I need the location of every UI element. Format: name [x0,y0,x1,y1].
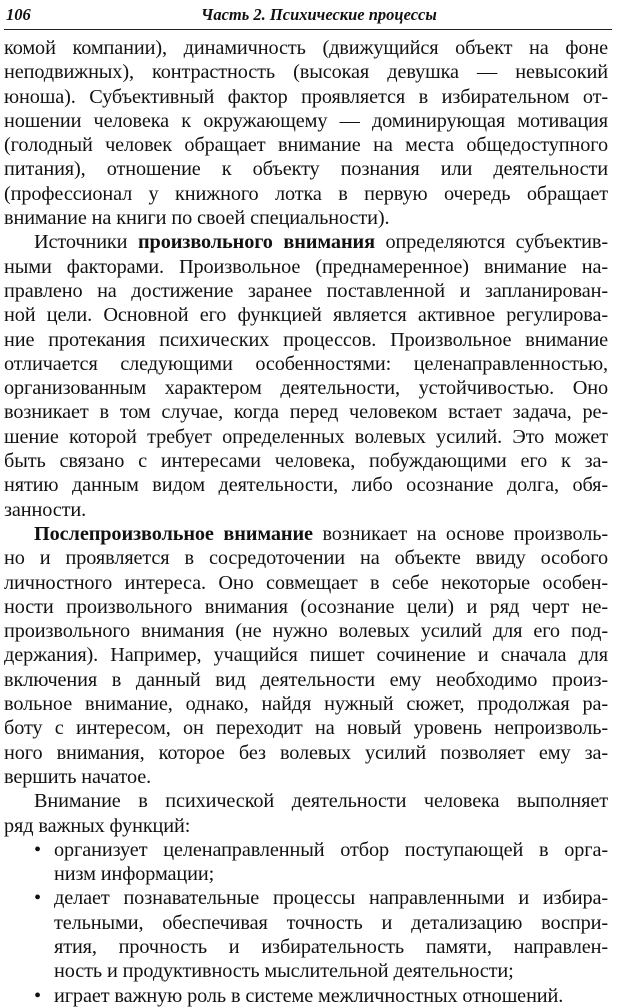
text-line: ными факторами. Произвольное (преднамеренное) внимание на- [4,255,608,278]
list-item-continuation: тельными, обеспечивая точность и детализацию воспри- [54,911,608,934]
list-item [4,886,608,910]
text-line: нятию данным видом деятельности, либо осознание долга, обя- [4,474,608,497]
text-line: (голодный человек обращает внимание на места общедоступного [4,134,608,157]
list-item-continuation: низм информации; [54,863,215,886]
text-line: занности. [4,498,87,521]
paragraph-first-line: Внимание в психической деятельности человека выполняет [34,790,608,813]
header-rule [4,29,612,30]
text-line: юноша). Субъективный фактор проявляется в избирательном от- [4,85,608,108]
bullet-icon: • [34,887,41,910]
text-line: ности произвольного внимания (осознание цели) и ряд черт не- [4,595,608,618]
list-item-text: делает познавательные процессы направленными и избира- [54,887,608,910]
text-line: быть связано с интересами человека, побуждающими его к за- [4,450,608,473]
bullet-icon: • [34,984,41,1007]
text-line: включения в данный вид деятельности ему необходимо произ- [4,668,608,691]
text-line: шение которой требует определенных волевых усилий. Это может [4,425,608,448]
text-line: внимание на книги по своей специальности). [4,207,390,230]
text-line: вершить начатое. [4,765,152,788]
text-line: ной цели. Основной его функцией является активное регулирова- [4,304,608,327]
text-line: но и проявляется в сосредоточении на объекте ввиду особого [4,547,608,570]
text-line: ние протекания психических процессов. Произвольное внимание [4,328,608,351]
term-post-voluntary-attention: Послепроизвольное внимание [34,522,313,545]
text-line: ного внимания, которое без волевых усилий позволяет ему за- [4,741,608,764]
term-voluntary-attention: произвольного внимания [137,231,375,254]
paragraph-first-line [4,522,608,546]
text-line: правлено на достижение заранее поставленной и запланирован- [4,279,608,302]
bullet-icon: • [34,838,41,861]
list-item-text: играет важную роль в системе межличностных отношений. [54,984,564,1007]
page-body [4,36,608,1008]
text-run: определяются субъектив- [374,231,608,254]
list-item-continuation: ятия, прочность и избирательность памяти, направлен- [54,935,608,958]
text-line: организованным характером деятельности, устойчивостью. Оно [4,377,608,400]
text-line: произвольного внимания (не нужно волевых усилий для его под- [4,620,608,643]
text-line: боту с интересом, он переходит на новый уровень непроизволь- [4,717,608,740]
list-item-text: организует целенаправленный отбор поступающей в орга- [54,838,608,861]
text-line: ряд важных функций: [4,814,191,837]
text-line: личностного интереса. Оно совмещает в себе некоторые особен- [4,571,608,594]
paragraph-first-line [4,230,608,254]
text-line: неподвижных), контрастность (высокая девушка — невысокий [4,61,608,84]
running-head: Часть 2. Психические процессы [201,5,437,24]
page-header [6,2,612,28]
text-line: возникает в том случае, когда перед человеком встает задача, ре- [4,401,608,424]
text-line: вольное внимание, однако, найдя нужный сюжет, продолжая ра- [4,693,608,716]
text-run: возникает на основе произволь- [312,522,608,545]
text-run: Источники [34,231,138,254]
text-line: комой компании), динамичность (движущийся объект на фоне [4,37,608,59]
list-item [4,838,608,862]
page-number: 106 [6,5,31,24]
text-line: ношении человека к окружающему — доминирующая мотивация [4,109,608,132]
text-line: питания), отношение к объекту познания или деятельности [4,158,608,181]
list-item-continuation: ность и продуктивность мыслительной деятельности; [54,960,514,983]
text-line: держания). Например, учащийся пишет сочинение и сначала для [4,644,608,667]
text-line: отличается следующими особенностями: целенаправленностью, [4,352,608,375]
list-item [4,984,608,1008]
text-line: (профессионал у книжного лотка в первую очередь обращает [4,182,608,205]
